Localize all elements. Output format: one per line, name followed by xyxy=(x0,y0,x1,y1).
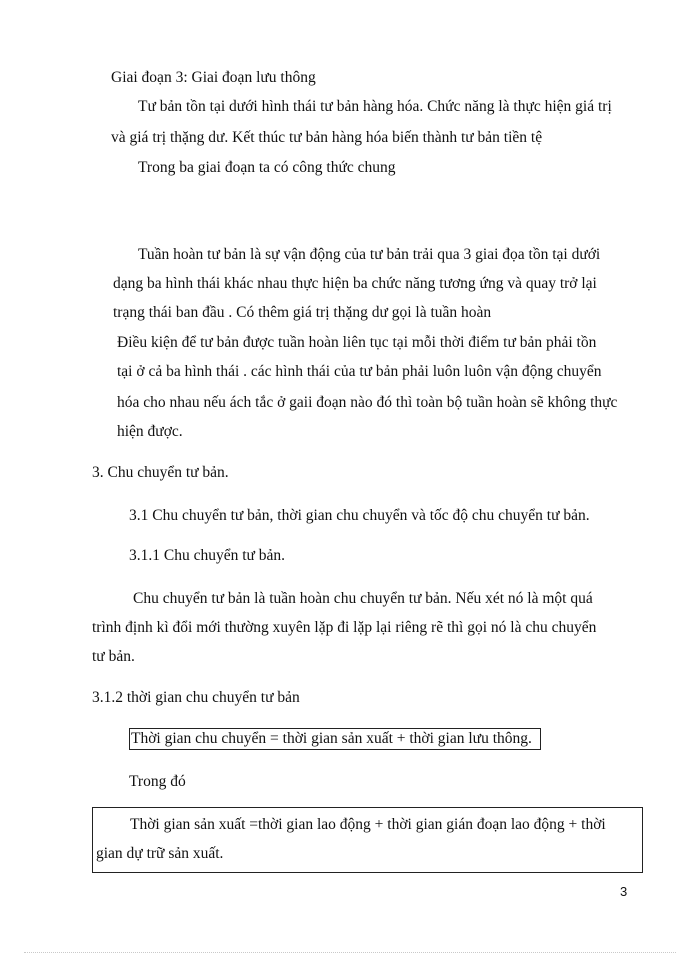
definition-text: gian dự trữ sản xuất. xyxy=(96,845,224,862)
subsection-heading-3-1-2: 3.1.2 thời gian chu chuyển tư bản xyxy=(92,689,300,706)
text-line: Trong ba giai đoạn ta có công thức chung xyxy=(138,159,396,176)
subsection-heading-3-1-1: 3.1.1 Chu chuyển tư bản. xyxy=(129,547,286,564)
formula-text: Thời gian chu chuyển = thời gian sản xuất + thời gian lưu thông. xyxy=(131,730,532,747)
subsection-heading-3-1: 3.1 Chu chuyển tư bản, thời gian chu chuyển và tốc độ chu chuyển tư bản. xyxy=(129,507,590,524)
text-line: tư bản. xyxy=(92,648,135,665)
page-number: 3 xyxy=(620,884,628,899)
text-line: Điều kiện để tư bản được tuần hoàn liên tục tại mỗi thời điểm tư bản phải tồn xyxy=(117,334,597,351)
text-line: trạng thái ban đầu . Có thêm giá trị thặng dư gọi là tuần hoàn xyxy=(113,304,492,321)
section-heading-3: 3. Chu chuyển tư bản. xyxy=(92,464,229,481)
text-line: và giá trị thặng dư. Kết thúc tư bản hàng hóa biến thành tư bản tiền tệ xyxy=(111,129,543,146)
text-line: Chu chuyển tư bản là tuần hoàn chu chuyển tư bản. Nếu xét nó là một quá xyxy=(133,590,593,607)
footer-divider xyxy=(24,952,676,953)
text-line: tại ở cả ba hình thái . các hình thái của tư bản phải luôn luôn vận động chuyển xyxy=(117,363,602,380)
heading-stage-3: Giai đoạn 3: Giai đoạn lưu thông xyxy=(111,69,316,86)
text-line: hóa cho nhau nếu ách tắc ở gaii đoạn nào đó thì toàn bộ tuần hoàn sẽ không thực xyxy=(117,394,618,411)
text-line: dạng ba hình thái khác nhau thực hiện ba chức năng tương ứng và quay trở lại xyxy=(113,275,597,292)
text-line: Trong đó xyxy=(129,773,186,790)
text-line: trình định kì đổi mới thường xuyên lặp đi lặp lại riêng rẽ thì gọi nó là chu chuyển xyxy=(92,619,597,636)
text-line: hiện được. xyxy=(117,423,183,440)
definition-text: Thời gian sản xuất =thời gian lao động + thời gian gián đoạn lao động + thời xyxy=(130,816,606,833)
text-line: Tư bản tồn tại dưới hình thái tư bản hàng hóa. Chức năng là thực hiện giá trị xyxy=(138,98,612,115)
text-line: Tuần hoàn tư bản là sự vận động của tư bản trải qua 3 giai đọa tồn tại dưới xyxy=(138,246,601,263)
